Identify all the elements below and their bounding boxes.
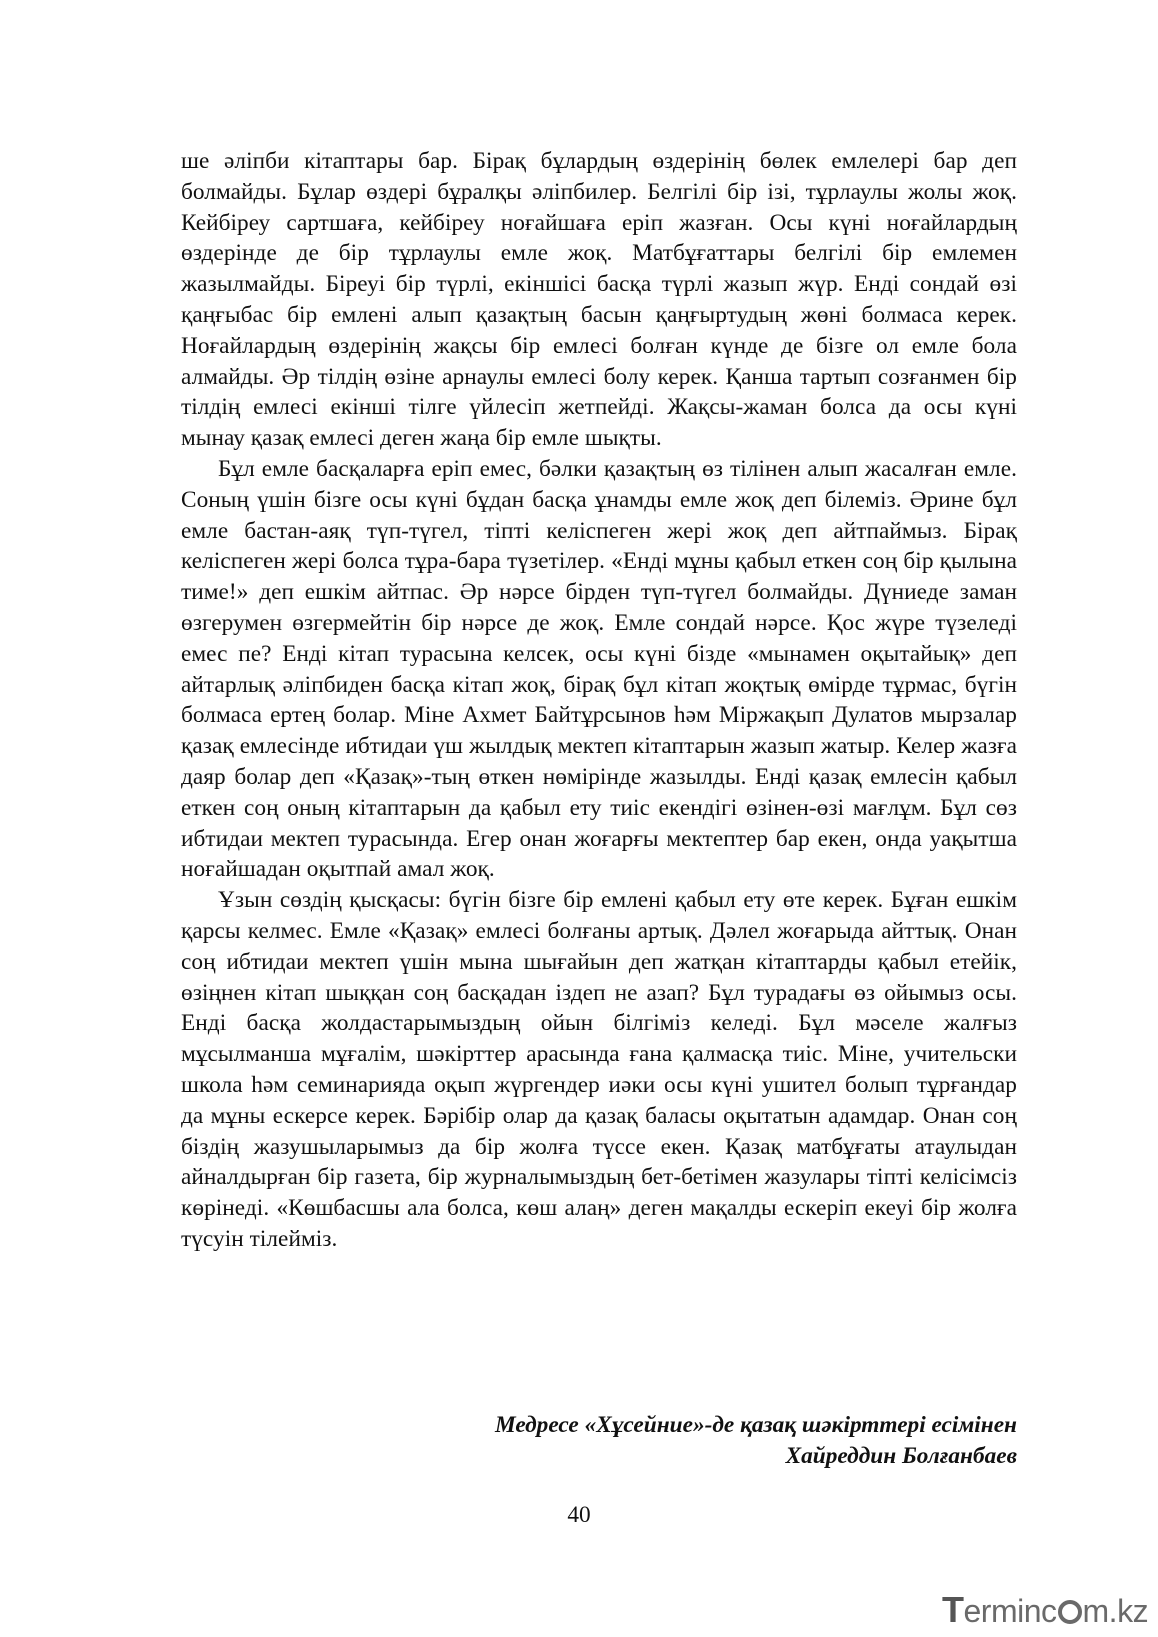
paragraph-2: Бұл емле басқаларға еріп емес, бәлки қазақтың өз тілінен алып жасалған емле. Соның үшін бізге осы күні бұдан басқа ұнамды емле жоқ деп білеміз. Әрине бұл емле бастан-аяқ түп-түгел, тіпті келіспеген жері жоқ деп айтпаймыз. Бірақ келіспеген жері болса тұра-бара түзетілер. «Енді мұны қабыл еткен соң бір қылына тиме!» деп ешкім айтпас. Әр нәрсе бірден түп-түгел болмайды. Дүниеде заман өзгерумен өзгермейтін бір нәрсе де жоқ. Емле сондай нәрсе. Қос жүре түзеледі емес пе? Енді кітап турасына келсек, осы күні бізде «мынамен оқытайық» деп айтарлық әліпбиден басқа кітап жоқ, бірақ бұл кітап жоқтық өмірде тұрмас, бүгін болмаса ертең болар. Міне Ахмет Байтұрсынов һәм Міржақып Дулатов мырзалар қазақ емлесінде ибтидаи үш жылдық мектеп кітаптарын жазып жатыр. Келер жазға даяр болар деп «Қазақ»-тың өткен нөмірінде жазылды. Енді қазақ емлесін қабыл еткен соң оның кітаптарын да қабыл ету тиіс екендігі өзінен-өзі мағлұм. Бұл сөз ибтидаи мектеп турасында. Егер онан жоғарғы мектептер бар екен, онда уақытша ноғайшадан оқытпай амал жоқ. (181, 455, 1017, 883)
termincom-watermark-logo (942, 1590, 1152, 1630)
signature-line-1: Медресе «Хұсейние»-де қазақ шәкірттері есімінен (494, 1412, 1017, 1438)
watermark-part-3: m.kz (1082, 1593, 1149, 1629)
watermark-letter-t: T (942, 1589, 964, 1630)
page-number: 40 (567, 1502, 591, 1528)
paragraph-1: ше әліпби кітаптары бар. Бірақ бұлардың өздерінің бөлек емлелері бар деп болмайды. Бұлар өздері бұралқы әліпбилер. Белгілі бір ізі, тұрлаулы жолы жоқ. Кейбіреу сартшаға, кейбіреу ноғайшаға еріп жазған. Осы күні ноғайлардың өздерінде де бір тұрлаулы емле жоқ. Матбұғаттары белгілі бір емлемен жазылмайды. Біреуі бір түрлі, екіншісі басқа түрлі жазып жүр. Енді сондай өзі қаңғыбас бір емлені алып қазақтың басын қаңғыртудың жөні болмаса керек. Ноғайлардың өздерінің жақсы бір емлесі болған күнде де бізге ол емле бола алмайды. Әр тілдің өзіне арнаулы емлесі болу керек. Қанша тартып созғанмен бір тілдің емлесі екінші тілге үйлесіп жетпейді. Жақсы-жаман болса да осы күні мынау қазақ емлесі деген жаңа бір емле шықты. (181, 148, 1017, 452)
body-text (181, 146, 1017, 1255)
signature-author: Хайреддин Болғанбаев (785, 1443, 1017, 1469)
watermark-part-2: c (1041, 1593, 1057, 1629)
watermark-part-1: ermin (963, 1593, 1042, 1629)
watermark-o-ring-icon (1058, 1600, 1082, 1624)
paragraph-3: Ұзын сөздің қысқасы: бүгін бізге бір емлені қабыл ету өте керек. Бұған ешкім қарсы келмес. Емле «Қазақ» емлесі болғаны артық. Дәлел жоғарыда айттық. Онан соң ибтидаи мектеп үшін мына шығайын деп жатқан кітаптарды қабыл етейік, өзіңнен кітап шыққан соң басқадан іздеп не азап? Бұл турадағы өз ойымыз осы. Енді басқа жолдастарымыздың ойын білгіміз келеді. Бұл мәселе жалғыз мұсылманша мұғалім, шәкірттер арасында ғана қалмасқа тиіс. Міне, учительски школа һәм семинарияда оқып жүргендер иәки осы күні ушител болып тұрғандар да мұны ескерсе керек. Бәрібір олар да қазақ баласы оқытатын адамдар. Онан соң біздің жазушыларымыз да бір жолға түссе екен. Қазақ матбұғаты атаулыдан айналдырған бір газета, бір журналымыздың бет-бетімен жазулары тіпті келісімсіз көрінеді. «Көшбасшы ала болса, көш алаң» деген мақалды ескеріп екеуі бір жолға түсуін тілейміз. (181, 887, 1017, 1252)
